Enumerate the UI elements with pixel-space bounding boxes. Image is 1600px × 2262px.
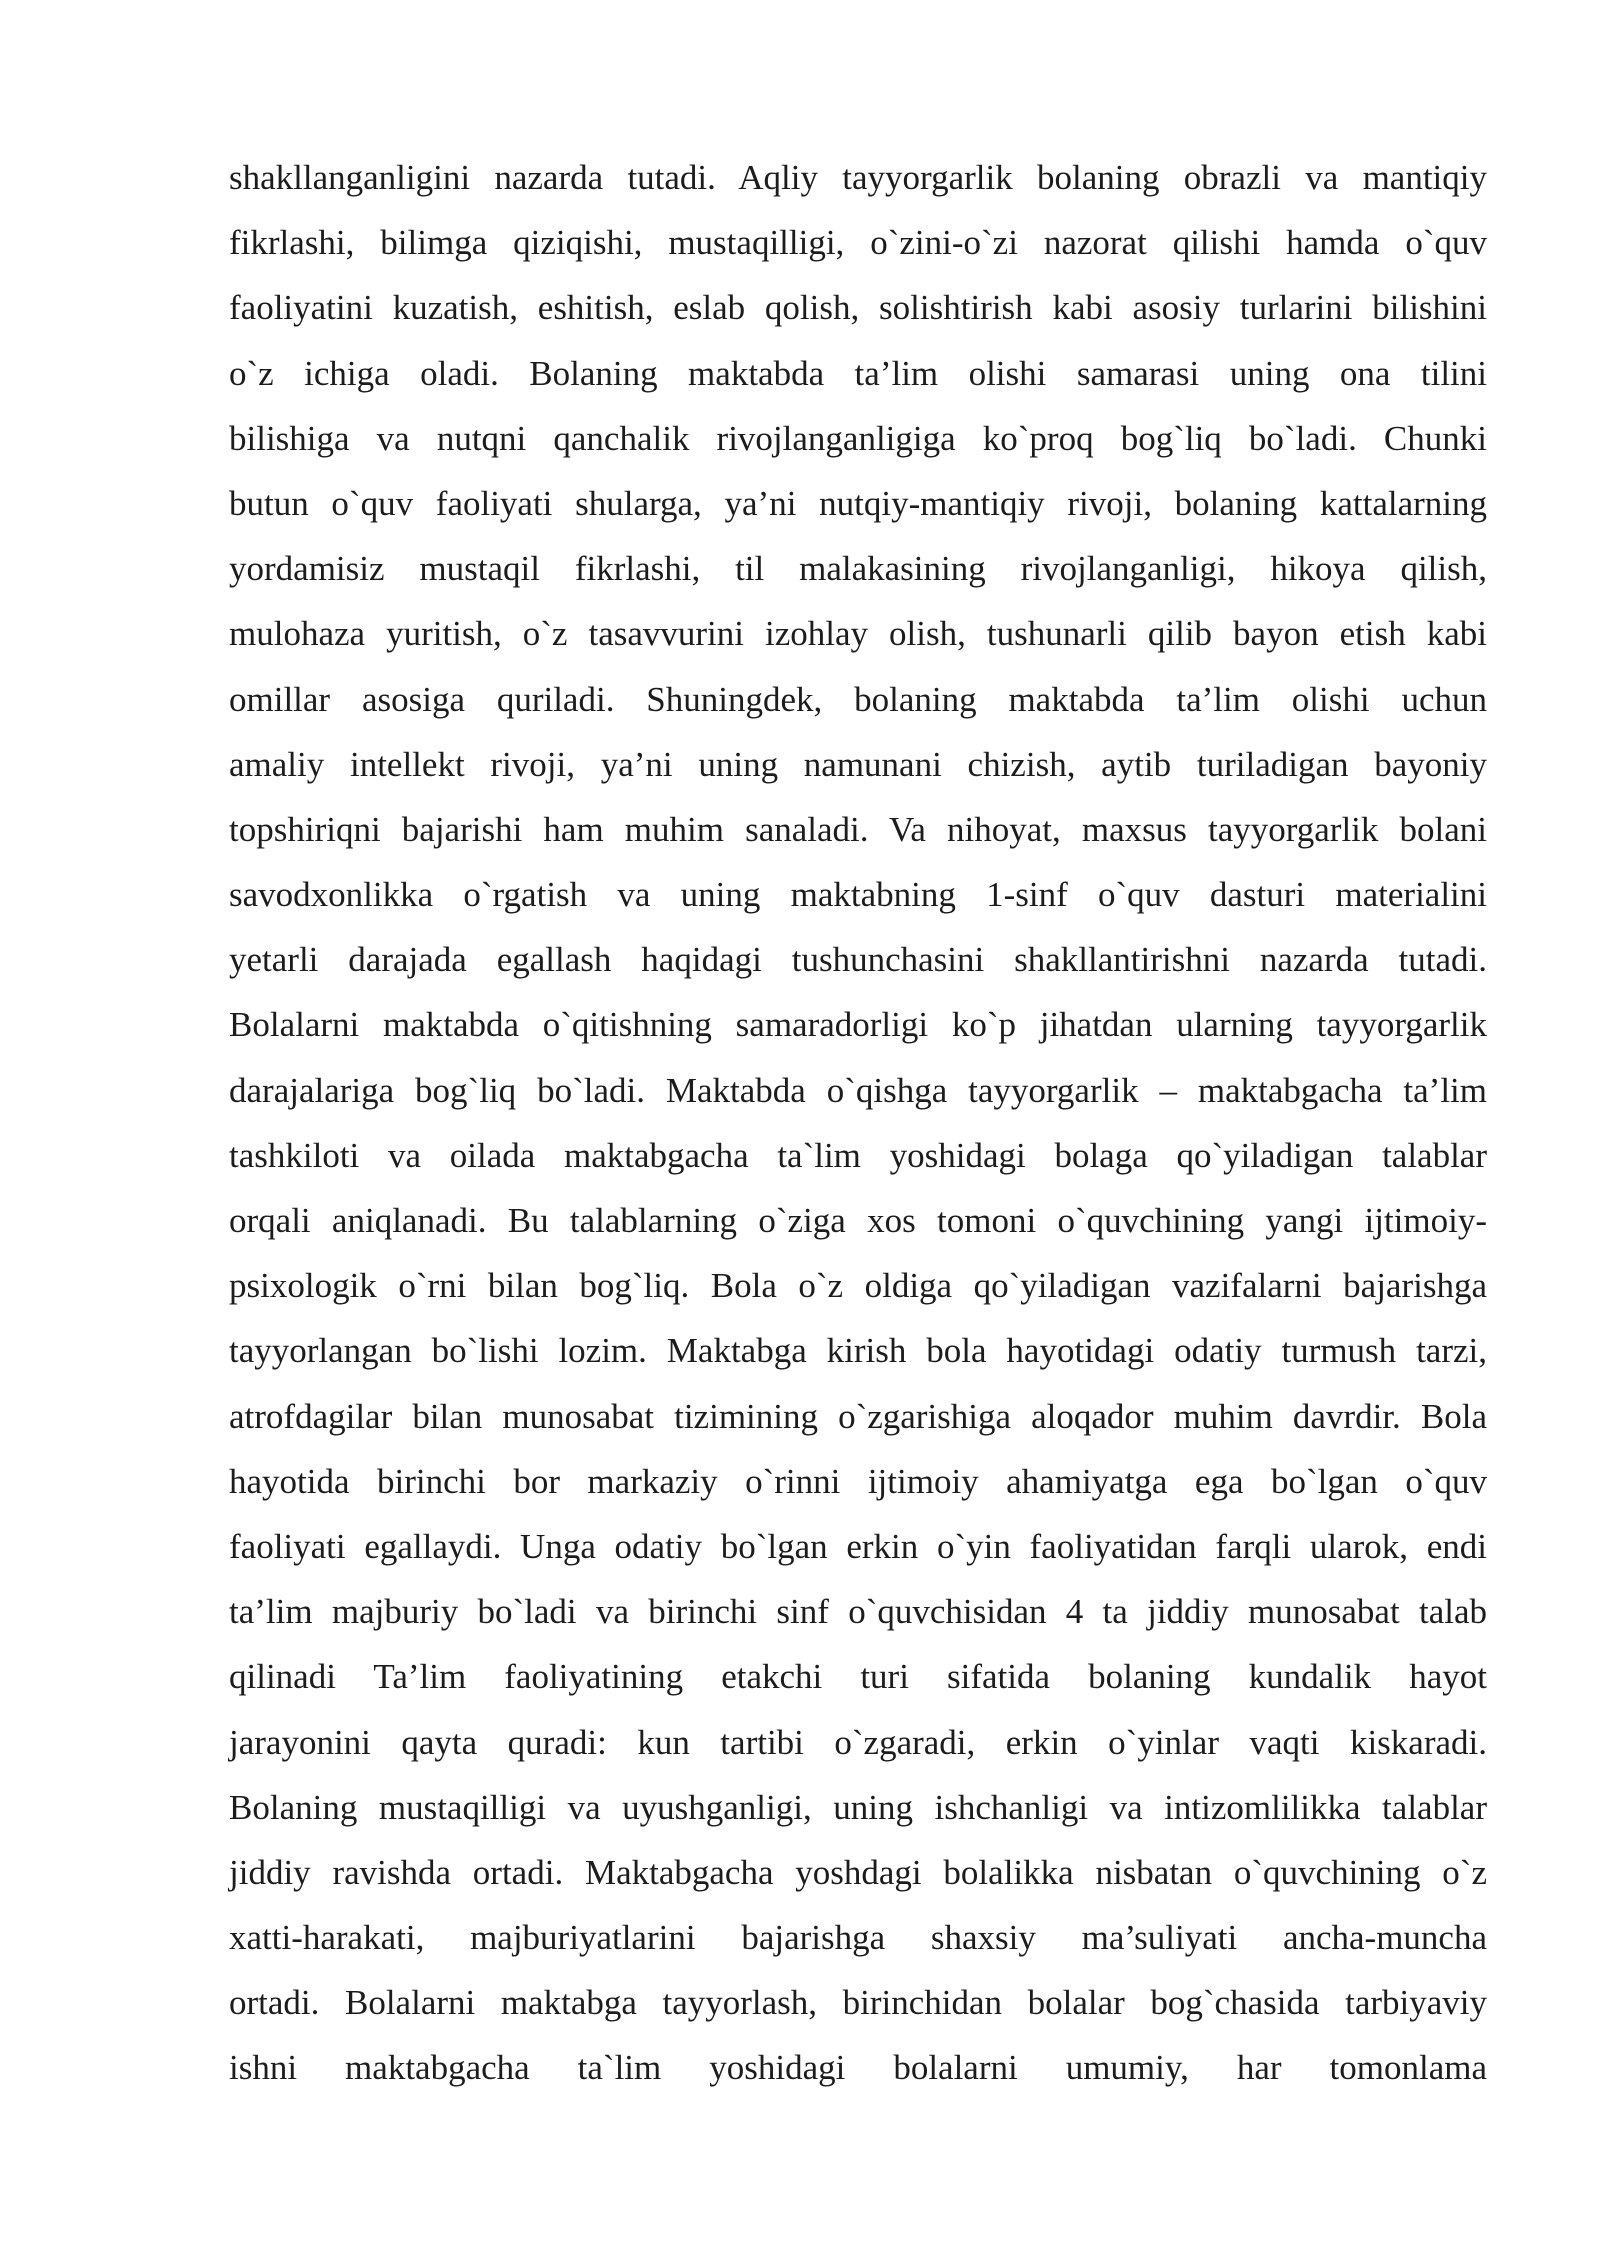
text-line: psixologik o`rni bilan bog`liq. Bola o`z oldiga qo`yiladigan vazifalarni bajarishga	[229, 1266, 1487, 1306]
text-line: shakllanganligini nazarda tutadi. Aqliy tayyorgarlik bolaning obrazli va mantiqiy	[229, 158, 1487, 197]
text-line: ishni maktabgacha ta`lim yoshidagi bolalarni umumiy, har tomonlama	[229, 2048, 1487, 2088]
text-line: ta’lim majburiy bo`ladi va birinchi sinf o`quvchisidan 4 ta jiddiy munosabat talab	[229, 1592, 1487, 1632]
text-line: mulohaza yuritish, o`z tasavvurini izohlay olish, tushunarli qilib bayon etish kabi	[229, 614, 1487, 654]
text-line: bilishiga va nutqni qanchalik rivojlanganligiga ko`proq bog`liq bo`ladi. Chunki	[229, 418, 1487, 458]
text-line: o`z ichiga oladi. Bolaning maktabda ta’lim olishi samarasi uning ona tilini	[229, 353, 1487, 393]
text-line: xatti-harakati, majburiyatlarini bajarishga shaxsiy ma’suliyati ancha-muncha	[229, 1918, 1487, 1958]
text-line: yordamisiz mustaqil fikrlashi, til malakasining rivojlanganligi, hikoya qilish,	[229, 549, 1487, 589]
text-line: hayotida birinchi bor markaziy o`rinni ijtimoiy ahamiyatga ega bo`lgan o`quv	[229, 1461, 1487, 1501]
text-line: tashkiloti va oilada maktabgacha ta`lim yoshidagi bolaga qo`yiladigan talablar	[229, 1135, 1487, 1175]
text-line: darajalariga bog`liq bo`ladi. Maktabda o`qishga tayyorgarlik – maktabgacha ta’lim	[229, 1070, 1487, 1110]
text-line: qilinadi Ta’lim faoliyatining etakchi turi sifatida bolaning kundalik hayot	[229, 1657, 1487, 1697]
text-line: faoliyatini kuzatish, eshitish, eslab qolish, solishtirish kabi asosiy turlarini bilishini	[229, 288, 1487, 328]
text-line: Bolalarni maktabda o`qitishning samaradorligi ko`p jihatdan ularning tayyorgarlik	[229, 1005, 1487, 1045]
text-line: omillar asosiga quriladi. Shuningdek, bolaning maktabda ta’lim olishi uchun	[229, 679, 1487, 719]
text-line: atrofdagilar bilan munosabat tizimining o`zgarishiga aloqador muhim davrdir. Bola	[229, 1396, 1487, 1436]
text-line: yetarli darajada egallash haqidagi tushunchasini shakllantirishni nazarda tutadi.	[229, 940, 1487, 980]
text-line: faoliyati egallaydi. Unga odatiy bo`lgan erkin o`yin faoliyatidan farqli ularok, endi	[229, 1526, 1487, 1566]
text-line: amaliy intellekt rivoji, ya’ni uning namunani chizish, aytib turiladigan bayoniy	[229, 744, 1487, 784]
text-line: orqali aniqlanadi. Bu talablarning o`ziga xos tomoni o`quvchining yangi ijtimoiy-	[229, 1201, 1487, 1240]
text-line: butun o`quv faoliyati shularga, ya’ni nutqiy-mantiqiy rivoji, bolaning kattalarning	[229, 483, 1487, 523]
text-line: jiddiy ravishda ortadi. Maktabgacha yoshdagi bolalikka nisbatan o`quvchining o`z	[229, 1852, 1487, 1892]
text-line: tayyorlangan bo`lishi lozim. Maktabga kirish bola hayotidagi odatiy turmush tarzi,	[229, 1331, 1487, 1371]
text-line: ortadi. Bolalarni maktabga tayyorlash, birinchidan bolalar bog`chasida tarbiyaviy	[229, 1983, 1487, 2023]
text-line: savodxonlikka o`rgatish va uning maktabning 1-sinf o`quv dasturi materialini	[229, 875, 1487, 915]
text-line: fikrlashi, bilimga qiziqishi, mustaqilligi, o`zini-o`zi nazorat qilishi hamda o`quv	[229, 223, 1487, 263]
text-line: Bolaning mustaqilligi va uyushganligi, uning ishchanligi va intizomlilikka talablar	[229, 1787, 1487, 1827]
text-line: jarayonini qayta quradi: kun tartibi o`zgaradi, erkin o`yinlar vaqti kiskaradi.	[229, 1722, 1487, 1762]
body-text	[229, 145, 1487, 2101]
text-line: topshiriqni bajarishi ham muhim sanaladi. Va nihoyat, maxsus tayyorgarlik bolani	[229, 809, 1487, 849]
